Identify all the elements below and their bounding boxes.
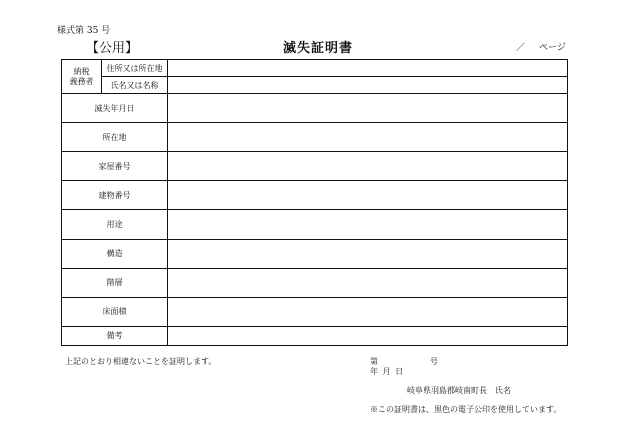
address-label: 住所又は所在地 xyxy=(102,60,168,77)
table-row xyxy=(62,94,568,123)
taxpayer-label xyxy=(62,60,102,94)
row-value[interactable] xyxy=(168,239,568,268)
row-label: 家屋番号 xyxy=(62,152,168,181)
issuer-name: 岐阜県羽島郡岐南町長 氏名 xyxy=(407,386,511,395)
row-label: 構造 xyxy=(62,239,168,268)
row-value[interactable] xyxy=(168,326,568,345)
table-row xyxy=(62,239,568,268)
taxpayer-label-line2: 義務者 xyxy=(69,76,94,86)
address-row xyxy=(62,60,568,77)
table-row xyxy=(62,181,568,210)
certificate-date: 年 月 日 xyxy=(370,367,404,376)
row-label: 用途 xyxy=(62,210,168,239)
row-label: 床面積 xyxy=(62,297,168,326)
form-number: 様式第 35 号 xyxy=(57,26,111,36)
name-field[interactable] xyxy=(168,77,568,94)
taxpayer-label-line1: 納税 xyxy=(73,66,90,76)
table-row xyxy=(62,152,568,181)
row-label: 所在地 xyxy=(62,123,168,152)
row-label: 備考 xyxy=(62,326,168,345)
row-value[interactable] xyxy=(168,210,568,239)
row-value[interactable] xyxy=(168,94,568,123)
name-label: 氏名又は名称 xyxy=(102,77,168,94)
row-value[interactable] xyxy=(168,181,568,210)
address-field[interactable] xyxy=(168,60,568,77)
row-value[interactable] xyxy=(168,152,568,181)
certificate-table xyxy=(61,59,568,346)
certification-statement: 上記のとおり相違ないことを証明します。 xyxy=(65,357,217,366)
page-slash: ／ xyxy=(516,43,526,53)
row-label: 階層 xyxy=(62,268,168,297)
table-row xyxy=(62,326,568,345)
page-indicator xyxy=(516,40,566,53)
table-row xyxy=(62,268,568,297)
name-row xyxy=(62,77,568,94)
page-suffix: ページ xyxy=(539,43,566,53)
row-value[interactable] xyxy=(168,297,568,326)
row-value[interactable] xyxy=(168,123,568,152)
table-row xyxy=(62,297,568,326)
table-row xyxy=(62,123,568,152)
copy-label: 【公用】 xyxy=(86,41,139,56)
document-title: 滅失証明書 xyxy=(283,41,354,56)
number-suffix: 号 xyxy=(430,357,438,366)
table-row xyxy=(62,210,568,239)
row-value[interactable] xyxy=(168,268,568,297)
number-prefix: 第 xyxy=(370,357,378,366)
row-label: 滅失年月日 xyxy=(62,94,168,123)
seal-footnote: ※この証明書は、黒色の電子公印を使用しています。 xyxy=(370,405,562,414)
row-label: 建物番号 xyxy=(62,181,168,210)
